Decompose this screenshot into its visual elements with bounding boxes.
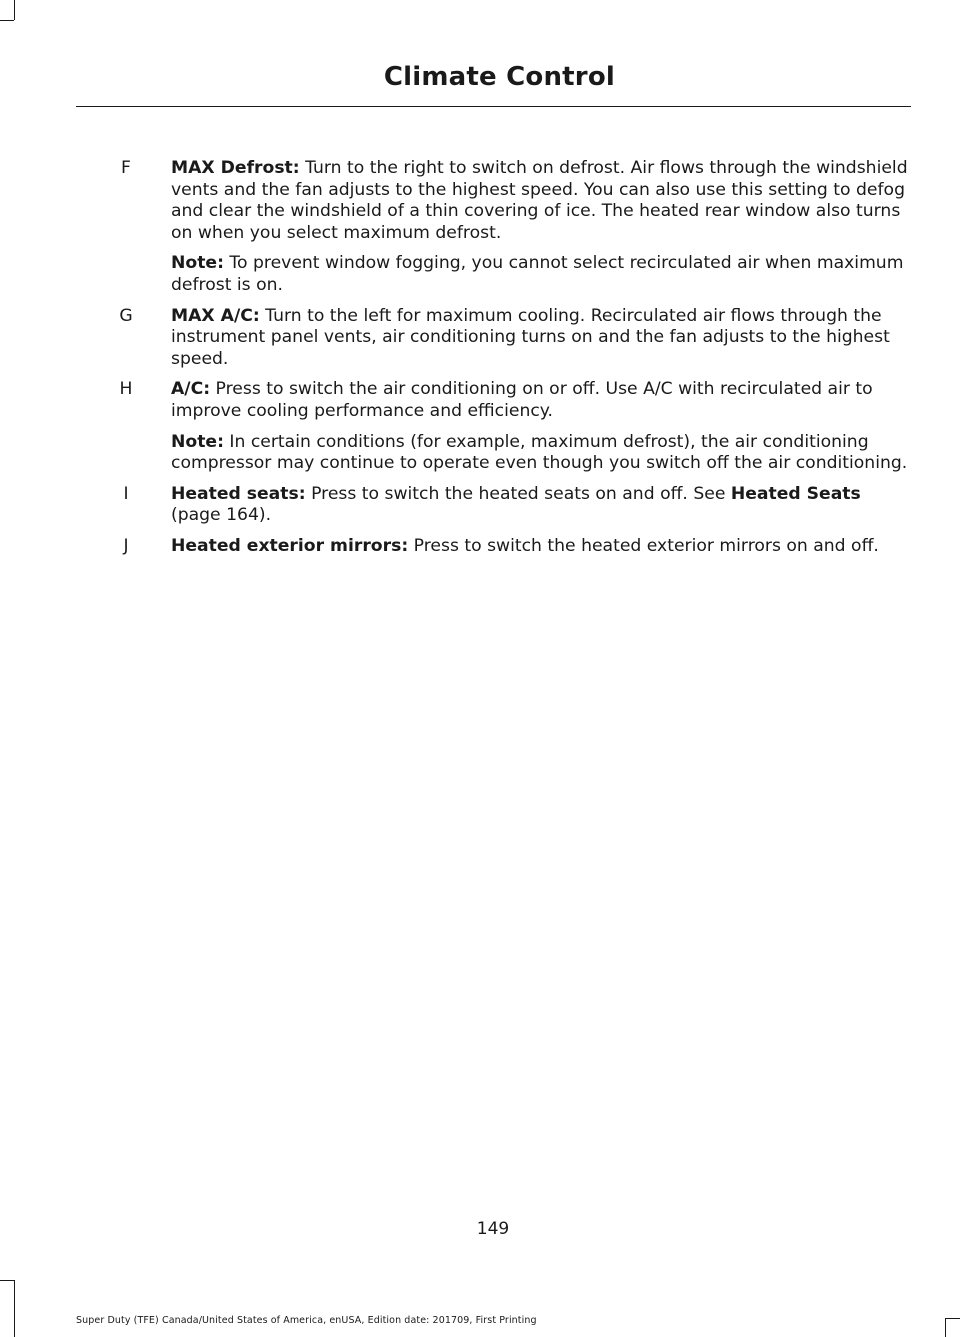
list-item — [76, 536, 911, 558]
item-description — [171, 484, 911, 527]
item-text: Press to switch the heated seats on and off. See — [305, 483, 731, 504]
item-letter: F — [121, 158, 131, 178]
item-label: MAX Defrost: — [171, 158, 300, 178]
item-text: Press to switch the heated exterior mirrors on and off. — [408, 535, 879, 556]
crop-mark-bottom-right — [945, 1318, 960, 1319]
crop-mark-bottom-left — [14, 1280, 15, 1337]
item-description — [171, 158, 911, 244]
note-text: To prevent window fogging, you cannot select recirculated air when maximum defrost is on. — [171, 253, 904, 295]
page-title: Climate Control — [383, 62, 615, 92]
note-text: In certain conditions (for example, maximum defrost), the air conditioning compressor may continue to operate even though you switch off the air conditioning. — [171, 431, 908, 474]
cross-reference-link[interactable]: Heated Seats — [730, 483, 861, 504]
item-text: Press to switch the air conditioning on or off. Use A/C with recirculated air to improve cooling performance and efficiency. — [171, 379, 873, 421]
item-label: MAX A/C: — [171, 305, 260, 326]
list-item — [76, 306, 911, 371]
item-note — [171, 432, 911, 475]
item-letter: G — [119, 305, 133, 326]
list-item — [76, 158, 911, 297]
crop-mark-bottom-right — [945, 1318, 946, 1337]
page-number: 149 — [476, 1219, 510, 1239]
note-label: Note: — [171, 431, 224, 452]
crop-mark-bottom-left — [0, 1280, 14, 1281]
header-rule — [76, 106, 911, 107]
item-text: Turn to the right to switch on defrost. Air flows through the windshield vents and the fan adjusts to the highest speed. You can also use this setting to defog and clear the windshield of a thin covering of ice. The heated rear window also turns on when you select maximum defrost. — [171, 158, 908, 243]
page-reference: (page 164). — [171, 505, 272, 526]
item-list — [76, 158, 911, 567]
item-label: Heated seats: — [171, 483, 306, 504]
item-letter: I — [123, 483, 129, 504]
item-letter: H — [119, 379, 133, 400]
item-description — [171, 536, 911, 558]
list-item — [76, 379, 911, 474]
item-text: Turn to the left for maximum cooling. Recirculated air flows through the instrument panel vents, air conditioning turns on and the fan adjusts to the highest speed. — [171, 305, 890, 369]
crop-mark-top-left — [0, 20, 14, 21]
item-label: A/C: — [171, 379, 211, 400]
crop-mark-top-left — [14, 0, 15, 20]
item-note — [171, 253, 911, 296]
footer-edition-text: Super Duty (TFE) Canada/United States of America, enUSA, Edition date: 201709, First Printing — [76, 1315, 537, 1326]
note-label: Note: — [171, 253, 224, 274]
list-item — [76, 484, 911, 527]
item-description — [171, 306, 911, 371]
item-letter: J — [123, 535, 129, 556]
item-description — [171, 379, 911, 422]
item-label: Heated exterior mirrors: — [171, 535, 409, 556]
